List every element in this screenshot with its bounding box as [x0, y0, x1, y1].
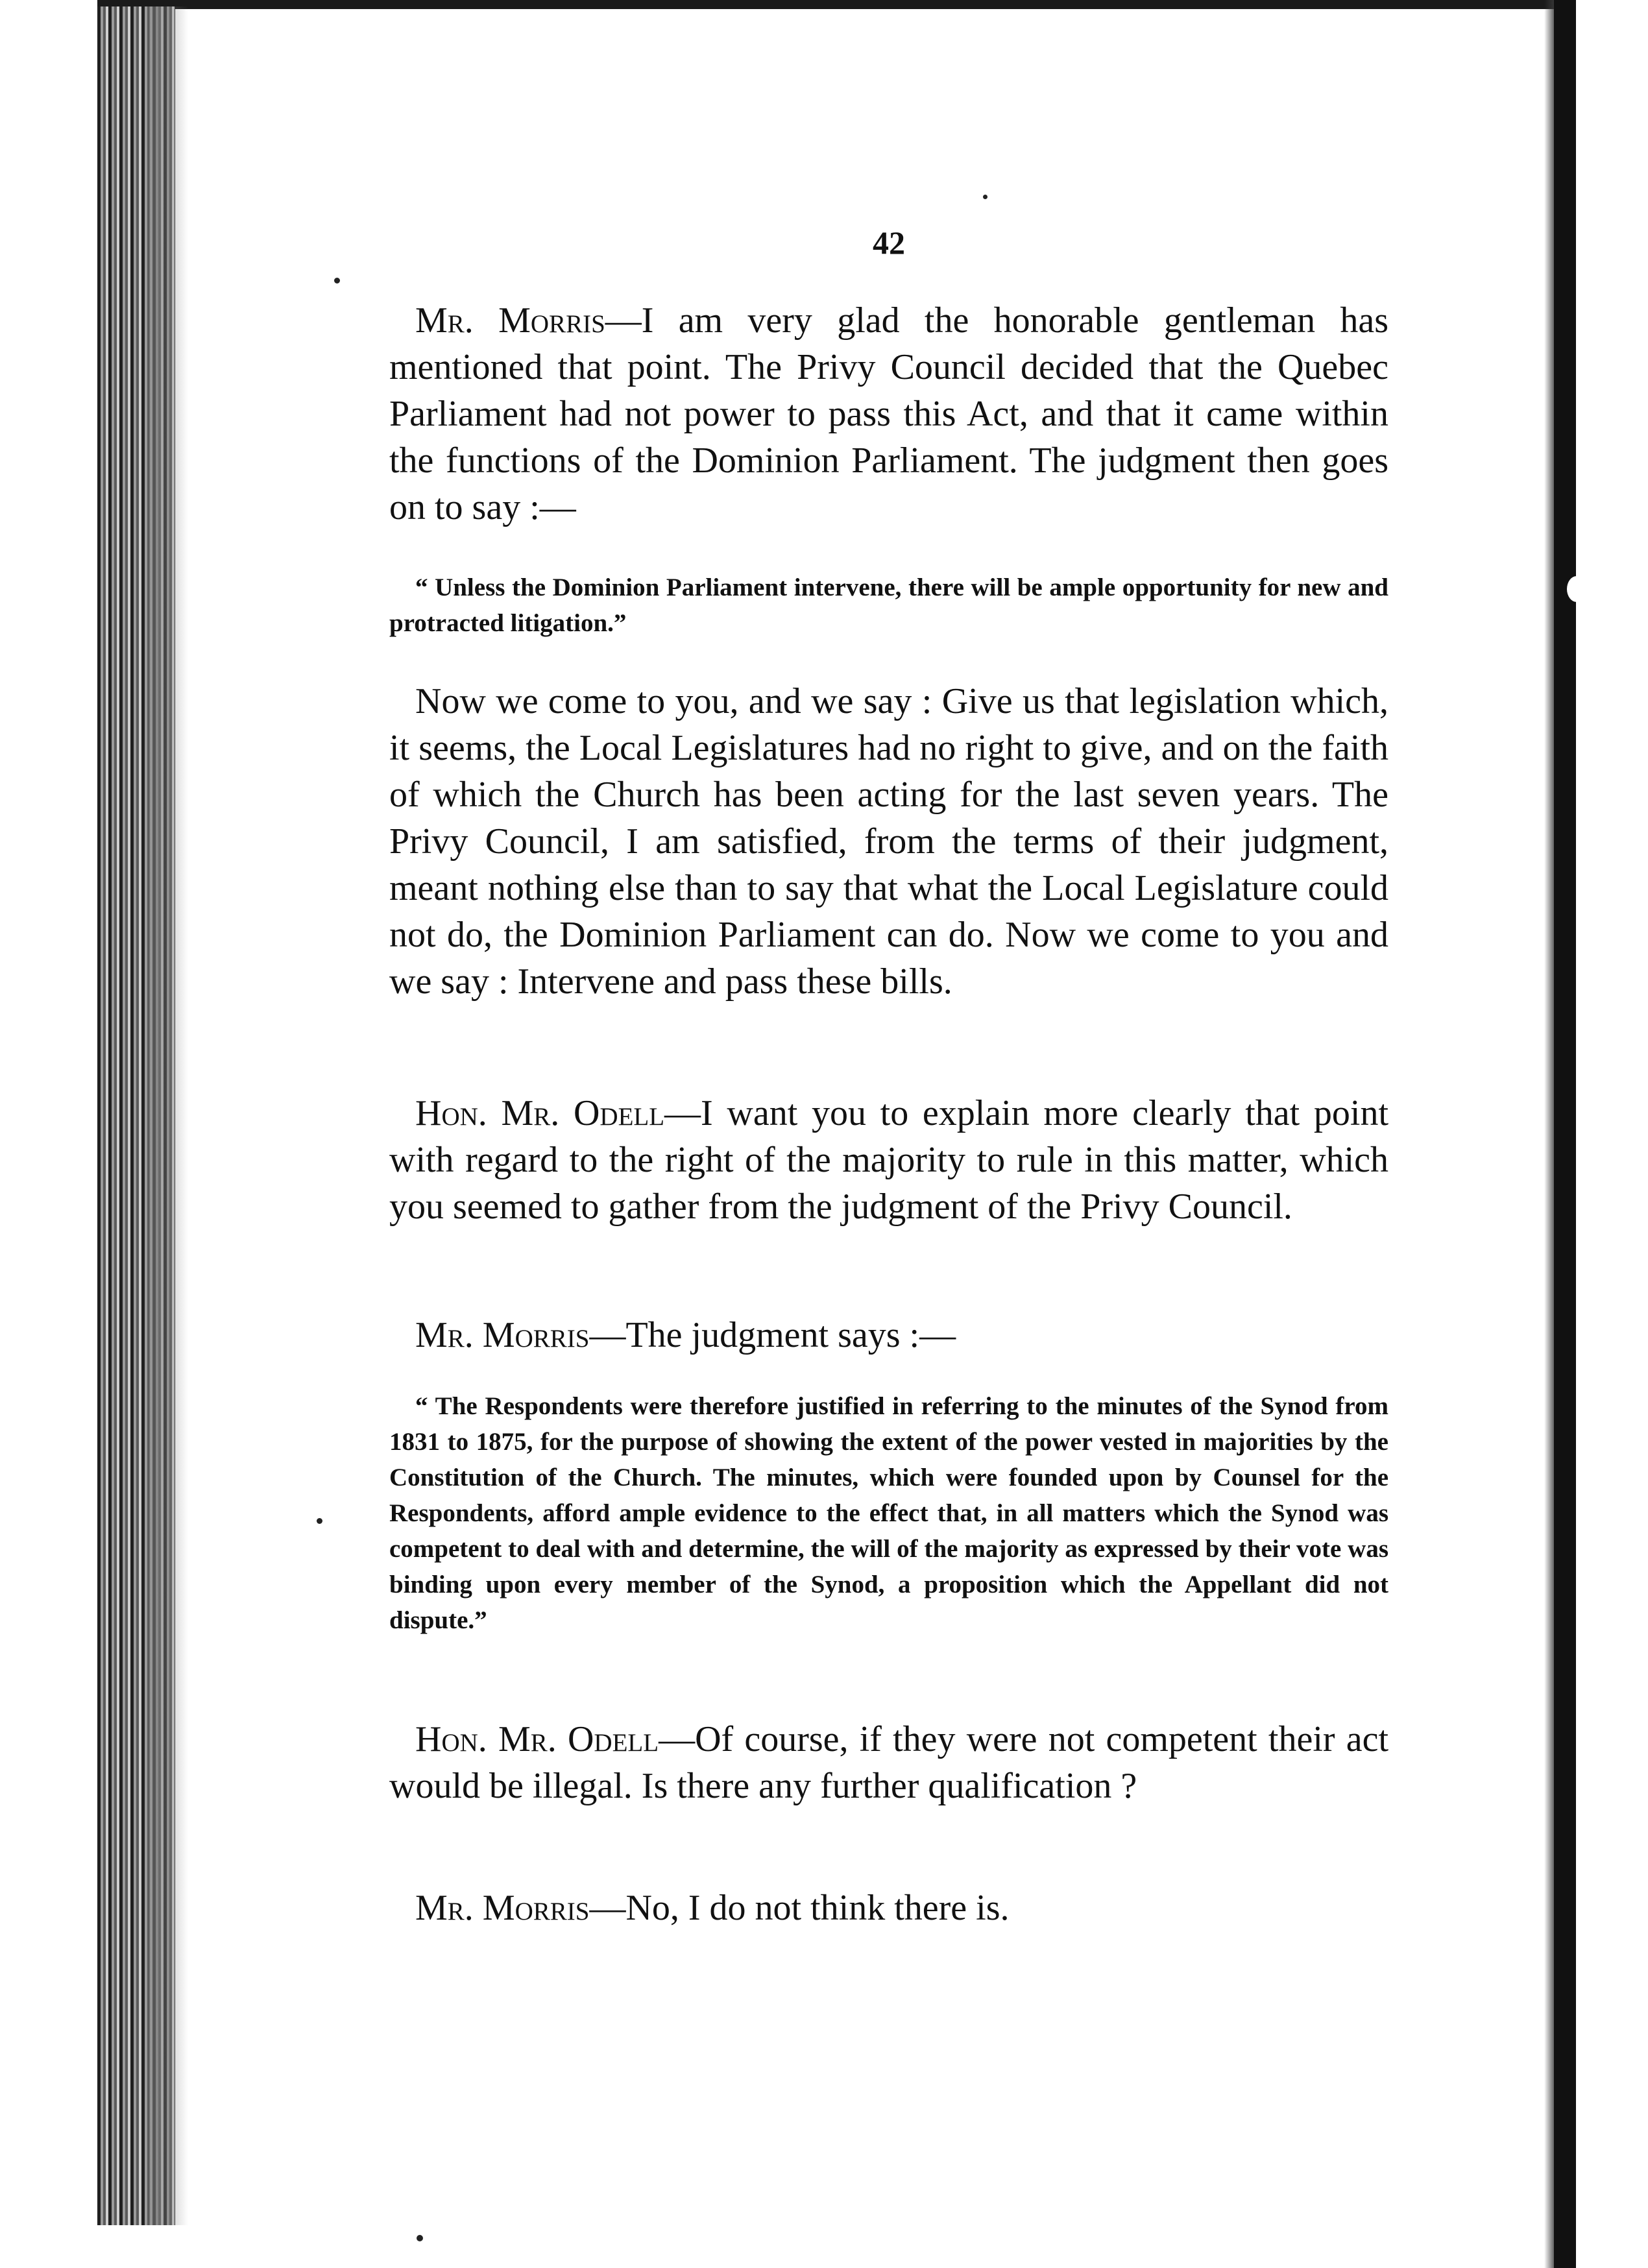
scan-top-border: [97, 0, 1564, 9]
speaker-name: Mr. Morris: [415, 300, 605, 341]
speaker-name: Mr. Morris: [415, 1888, 590, 1928]
speech-text: —The judgment says :—: [589, 1315, 956, 1355]
ink-speck: [983, 195, 988, 199]
gutter-shadow: [149, 6, 188, 2225]
speaker-name: Hon. Mr. Odell: [415, 1093, 665, 1133]
speech-text: —I am very glad the honorable gentleman has mentioned that point. The Privy Council decided that the Quebec Parliament had not power to pass this Act, and that it came within the functions of the Dominion Parliament. The judgment then goes on to say :—: [389, 300, 1389, 527]
ink-speck: [1567, 576, 1586, 602]
paragraph-3: [389, 678, 1388, 1005]
ink-speck: [334, 278, 340, 284]
speech-paragraph: Now we come to you, and we say : Give us that legislation which, it seems, the Local Legislatures had no right to give, and on the faith of which the Church has been acting for the last seven years. The Privy Council, I am satisfied, from the terms of their judgment, meant nothing else than to say that what the Local Legislature could not do, the Dominion Parliament can do. Now we come to you and we say : Intervene and pass these bills.: [389, 681, 1388, 1002]
speech-paragraph: [389, 1090, 1388, 1230]
ink-speck: [417, 2235, 423, 2241]
paragraph-5: [389, 1312, 1388, 1358]
speaker-name: Mr. Morris: [415, 1315, 590, 1355]
scan-right-border: [1554, 0, 1576, 2268]
block-quote-1: [389, 570, 1388, 641]
paragraph-7: [389, 1716, 1388, 1809]
paragraph-8: [389, 1885, 1388, 1931]
right-edge-shadow: [1544, 0, 1554, 2268]
speech-paragraph: [389, 1312, 1388, 1358]
speech-text: —I want you to explain more clearly that point with regard to the right of the majority to rule in this matter, which you seemed to gather from the judgment of the Privy Council.: [389, 1093, 1388, 1227]
speech-paragraph: [389, 1716, 1388, 1809]
speech-paragraph: [389, 297, 1388, 531]
speech-text: —Of course, if they were not competent their act would be illegal. Is there any further qualification ?: [389, 1719, 1389, 1806]
speech-text: —No, I do not think there is.: [589, 1888, 1010, 1928]
quotation: “ The Respondents were therefore justified in referring to the minutes of the Synod from 1831 to 1875, for the purpose of showing the extent of the power vested in majorities by the Constitution of the Church. The minutes, which were founded upon by Counsel for the Respondents, afford ample evidence to the effect that, in all matters which the Synod was competent to deal with and determine, the will of the majority as expressed by their vote was binding upon every member of the Synod, a proposition which the Appellant did not dispute.”: [389, 1392, 1388, 1634]
quotation: “ Unless the Dominion Parliament intervene, there will be ample opportunity for new and protracted litigation.”: [389, 573, 1388, 637]
page-number: 42: [873, 224, 905, 261]
ink-speck: [317, 1518, 322, 1524]
paragraph-4: [389, 1090, 1388, 1230]
paragraph-1: [389, 297, 1388, 531]
speaker-name: Hon. Mr. Odell: [415, 1719, 659, 1759]
speech-paragraph: [389, 1885, 1388, 1931]
block-quote-2: [389, 1388, 1388, 1638]
